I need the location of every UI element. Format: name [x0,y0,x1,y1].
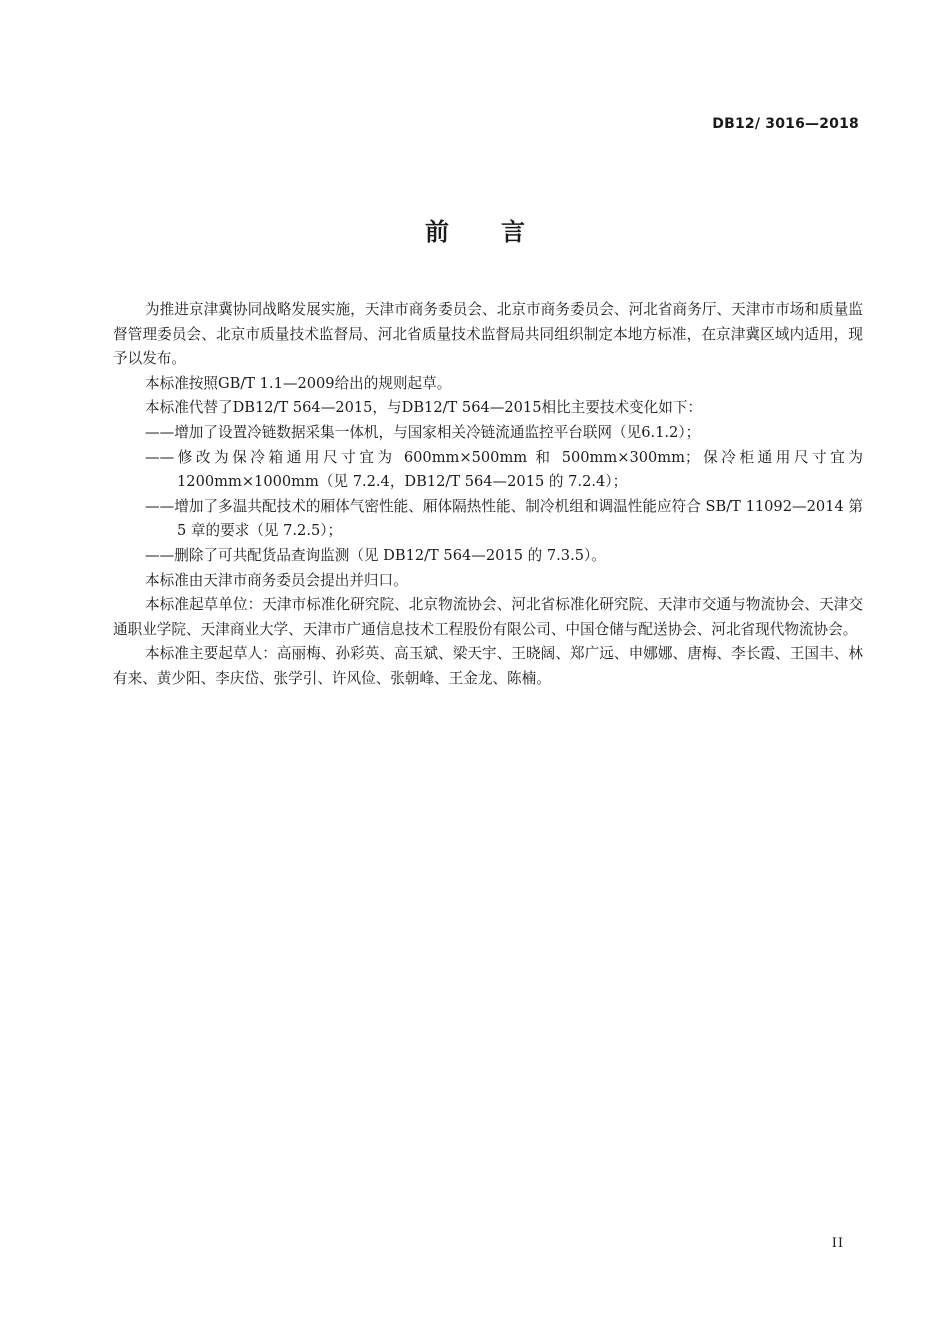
title-char-1: 前 [425,218,449,246]
paragraph-proposer: 本标准由天津市商务委员会提出并归口。 [145,571,408,589]
paragraph-purpose: 为推进京津冀协同战略发展实施，天津市商务委员会、北京市商务委员会、河北省商务厅、天津市市场和质量监督管理委员会、北京市质量技术监督局、河北省质量技术监督局共同组织制定本地方标准，在京津冀区域内适用，现予以发布。 [113,301,863,368]
paragraph-drafting-units: 本标准起草单位：天津市标准化研究院、北京物流协会、河北省标准化研究院、天津市交通与物流协会、天津交通职业学院、天津商业大学、天津市广通信息技术工程股份有限公司、中国仓储与配送协会、河北省现代物流协会。 [113,596,863,638]
change-item: ——增加了多温共配技术的厢体气密性能、厢体隔热性能、制冷机组和调温性能应符合 SB/T 11092—2014 第 5 章的要求（见 7.2.5）； [145,497,863,540]
change-item: ——增加了设置冷链数据采集一体机，与国家相关冷链流通监控平台联网（见6.1.2）； [145,423,701,441]
page-title [0,212,950,247]
paragraph-drafting-rules: 本标准按照GB/T 1.1—2009给出的规则起草。 [145,374,452,392]
paragraph-drafters: 本标准主要起草人：高丽梅、孙彩英、高玉斌、梁天宇、王晓阔、郑广远、申娜娜、唐梅、李长霞、王国丰、林有来、黄少阳、李庆岱、张学引、许风俭、张朝峰、王金龙、陈楠。 [113,645,863,687]
foreword-body [113,298,863,692]
change-item: ——删除了可共配货品查询监测（见 DB12/T 564—2015 的 7.3.5）。 [145,546,606,564]
page-number: II [831,1236,844,1251]
paragraph-replacement: 本标准代替了DB12/T 564—2015，与DB12/T 564—2015相比主要技术变化如下： [145,399,703,417]
change-item: ——修改为保冷箱通用尺寸宜为 600mm×500mm 和 500mm×300mm；保冷柜通用尺寸宜为 1200mm×1000mm（见 7.2.4，DB12/T 564—2015 的 7.2.4）； [145,448,863,491]
title-char-2: 言 [501,218,525,246]
document-code: DB12/ 3016—2018 [712,116,859,132]
